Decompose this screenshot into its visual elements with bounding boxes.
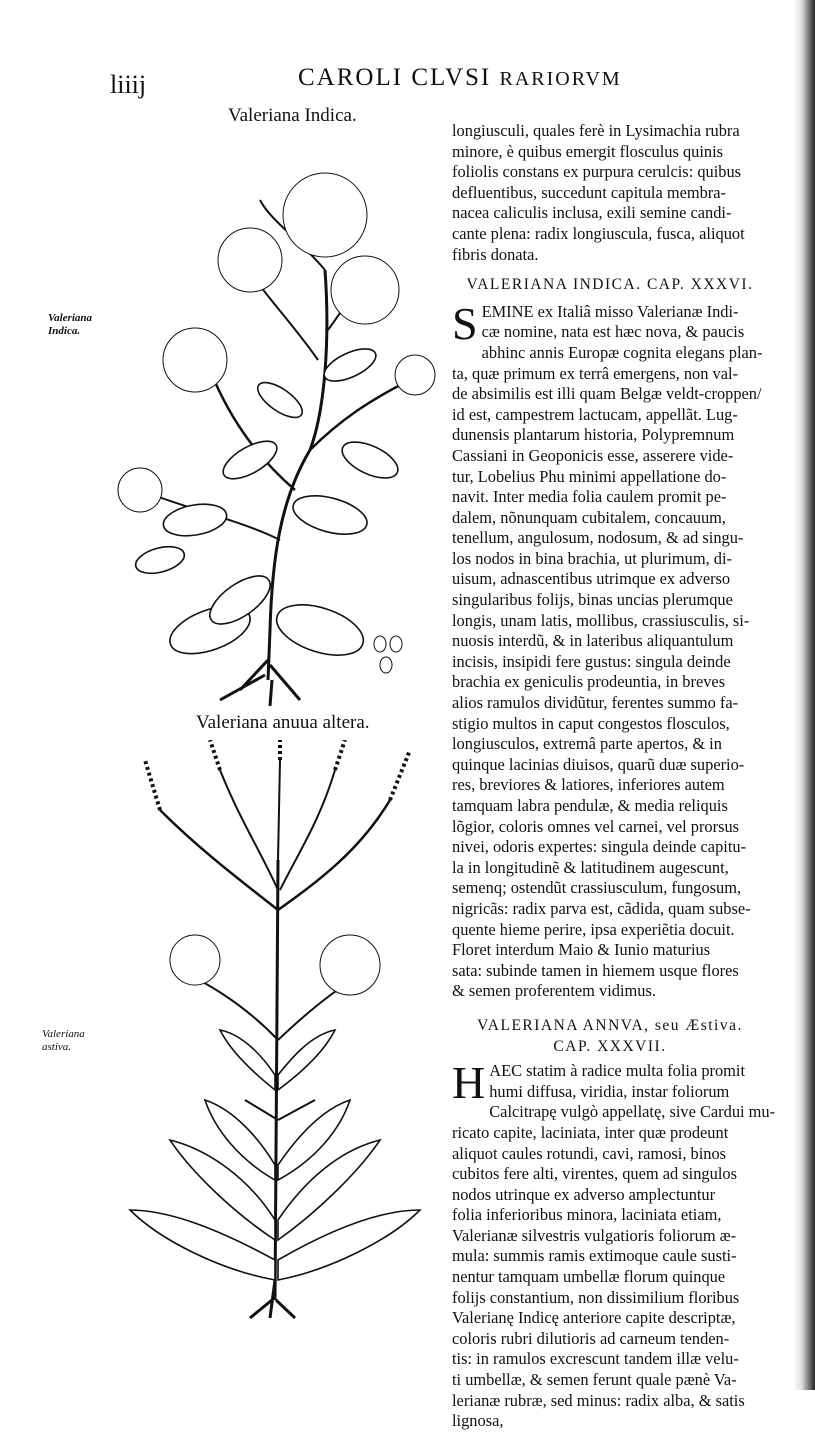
intro-line: defluentibus, succedunt capitula membra- xyxy=(452,182,726,202)
chapter-36-line: abhinc annis Europæ cognita elegans plan- xyxy=(481,342,763,362)
chapter-36-line: brachia ex geniculis prodeuntia, in breves xyxy=(452,672,726,692)
intro-line: nacea caliculis inclusa, exili semine candi- xyxy=(452,203,732,223)
chapter-36-line: stigio multos in caput congestos flosculos, xyxy=(452,713,730,733)
chapter-36-line: & semen proferentem vidimus. xyxy=(452,981,656,1001)
chapter-37-line: humi diffusa, viridia, instar foliorum xyxy=(489,1081,730,1101)
chapter-36-line: id est, campestrem lactucam, appellãt. Lug- xyxy=(452,404,738,424)
chapter-36-line: nigricãs: radix parva est, cãdida, quam subse- xyxy=(452,898,751,918)
figure-caption-valeriana-indica: Valeriana Indica. xyxy=(228,105,357,126)
chapter-36-line: incisis, insipidi fere gustus: singula deinde xyxy=(452,651,731,671)
chapter-36-line: dunensis plantarum historia, Polypremnum xyxy=(452,425,735,445)
chapter-36-line: Cassiani in Geoponicis esse, asserere vide- xyxy=(452,445,734,465)
intro-line: longiusculi, quales ferè in Lysimachia rubra xyxy=(452,121,740,140)
chapter-37-heading: VALERIANA ANNVA, seu Æstiva. xyxy=(477,1016,743,1034)
chapter-36-line: nivei, odoris expertes: singula deinde capitu- xyxy=(452,837,747,857)
chapter-36-line: nuosis interdũ, & in lateribus aliquantulum xyxy=(452,631,734,651)
intro-line: foliolis constans ex purpura cerulcis: quibus xyxy=(452,162,742,182)
woodcut-valeriana-indica xyxy=(100,160,440,708)
chapter-37-line: folia inferioribus minora, laciniata etiam, xyxy=(452,1205,722,1225)
drop-cap-s: S xyxy=(452,297,478,349)
folio-number: liiij xyxy=(110,70,147,99)
chapter-37-line: ricato capite, laciniata, inter quæ prodeunt xyxy=(452,1122,729,1142)
running-title-part-1: CAROLI xyxy=(298,64,404,91)
indica-seeds xyxy=(374,636,402,673)
chapter-36-line: tenellum, angulosum, nodosum, & ad singu- xyxy=(452,528,744,548)
chapter-37-line: cubitos fere alti, virentes, quem ad singulos xyxy=(452,1164,737,1184)
chapter-36-line: lõgior, coloris omnes vel carnei, vel prorsus xyxy=(452,816,740,836)
chapter-36-heading: VALERIANA INDICA. CAP. XXXVI. xyxy=(466,276,754,294)
chapter-37-line: Calcitrapę vulgò appellatę, sive Cardui mu- xyxy=(489,1102,776,1122)
margin-note-1-line-2: Indica. xyxy=(48,325,81,337)
chapter-36-line: sata: subinde tamen in hiemem usque flores xyxy=(452,960,739,980)
chapter-37-line: AEC statim à radice multa folia promit xyxy=(489,1061,746,1081)
chapter-36-line: quente hieme perire, ipsa experiẽtia docuit. xyxy=(452,919,735,939)
chapter-37-line: Valerianæ silvestris vulgatioris foliorum æ- xyxy=(452,1225,737,1245)
woodcut-valeriana-annua xyxy=(120,740,440,1320)
chapter-37-line: coloris rubri dilutioris ad carneum tenden- xyxy=(452,1328,730,1348)
chapter-36-line: navit. Inter media folia caulem promit pe- xyxy=(452,487,727,507)
figure-caption-valeriana-annua: Valeriana anuua altera. xyxy=(196,712,370,733)
chapter-37-line: ti umbellæ, & semen ferunt quale pænè Va- xyxy=(452,1370,737,1390)
chapter-36-line: la in longitudinẽ & latitudinem augescunt, xyxy=(452,857,729,877)
annua-root xyxy=(250,1280,295,1318)
chapter-37-paragraph xyxy=(452,1057,776,1432)
text-column xyxy=(452,121,776,1432)
chapter-36-line: singularibus folijs, binas uncias plerumque xyxy=(452,590,733,610)
running-title xyxy=(298,64,622,92)
chapter-36-line: los nodos in bina brachia, ut plurimum, di- xyxy=(452,548,732,568)
margin-note-1-line-1: Valeriana xyxy=(48,312,93,324)
chapter-37-line: Valerianę Indicę anteriore capite descriptæ, xyxy=(452,1308,736,1328)
chapter-37-line: aliquot caules rotundi, cavi, ramosi, binos xyxy=(452,1143,727,1163)
intro-line: cante plena: radix longiuscula, fusca, aliquot xyxy=(452,223,745,243)
chapter-36-line: Floret interdum Maio & Iunio maturius xyxy=(452,940,711,960)
chapter-37-number: CAP. XXXVII. xyxy=(553,1037,667,1055)
margin-note-2-line-1: Valeriana xyxy=(42,1028,85,1040)
chapter-36-line: EMINE ex Italiâ misso Valerianæ Indi- xyxy=(481,301,739,321)
margin-note-2-line-2: astiva. xyxy=(42,1041,72,1053)
chapter-36-line: longis, unam latis, mollibus, crassiusculis, si- xyxy=(452,610,750,630)
drop-cap-h: H xyxy=(452,1057,486,1109)
chapter-36-line: alios ramulos dividũtur, ferentes summo fa- xyxy=(452,693,739,713)
running-title-part-3: RARIORVM xyxy=(499,68,622,90)
chapter-36-line: tur, Lobelius Phu minimi appellatione do- xyxy=(452,466,727,486)
chapter-36-line: de absimilis est illi quam Belgæ veldt-croppen/ xyxy=(452,384,762,404)
intro-line: minore, è quibus emergit flosculus quinis xyxy=(452,141,724,161)
chapter-36-line: semenq; ostendũt crassiusculum, fungosum, xyxy=(452,878,742,898)
chapter-37-line: mula: summis ramis extimoque caule susti- xyxy=(452,1246,737,1266)
running-title-part-2: CLVSI xyxy=(411,64,492,91)
chapter-36-line: dalem, nõnunquam cubitalem, concauum, xyxy=(452,507,727,527)
chapter-37-line: tis: in ramulos excrescunt tandem illæ velu- xyxy=(452,1349,739,1369)
indica-leaves xyxy=(133,342,403,665)
chapter-36-line: longiusculos, extremâ parte apertos, & in xyxy=(452,734,722,754)
chapter-37-line: nentur tamquam umbellæ florum quinque xyxy=(452,1267,726,1287)
chapter-36-line: tamquam labra pendulæ, & media reliquis xyxy=(452,796,728,815)
chapter-37-line: nodos utrinque ex adverso amplectuntur xyxy=(452,1184,716,1204)
chapter-36-line: ta, quæ primum ex terrâ emergens, non val- xyxy=(452,363,738,383)
chapter-36-paragraph xyxy=(452,297,768,1002)
chapter-36-line: res, breviores & latiores, inferiores autem xyxy=(452,775,725,795)
page-gutter-shadow xyxy=(793,0,815,1390)
chapter-36-line: cæ nomine, nata est hæc nova, & paucis xyxy=(481,322,745,342)
chapter-37-line: lignosa, xyxy=(452,1411,504,1431)
intro-paragraph xyxy=(452,121,768,265)
chapter-36-line: uisum, adnascentibus utrimque ex adverso xyxy=(452,569,731,589)
chapter-36-line: quinque lacinias diuisos, quarũ duæ superio- xyxy=(452,754,745,774)
chapter-37-line: lerianæ rubræ, sed minus: radix alba, & satis xyxy=(452,1390,745,1410)
margin-note-1 xyxy=(48,312,92,338)
chapter-37-line: folijs constantium, non dissimilium floribus xyxy=(452,1287,740,1307)
intro-line: fibris donata. xyxy=(452,244,539,264)
margin-note-2 xyxy=(42,1028,85,1054)
